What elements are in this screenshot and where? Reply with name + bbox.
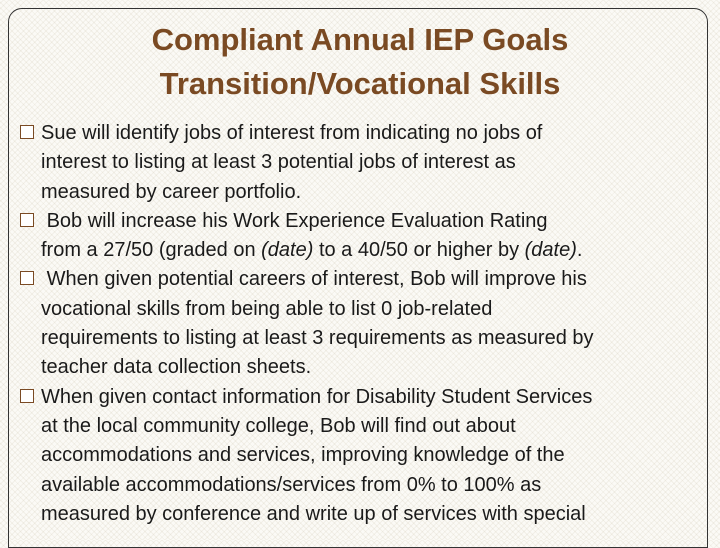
title-line-1: Compliant Annual IEP Goals [151,22,569,57]
checkbox-bullet-icon [20,271,34,285]
bullet-text-line: measured by conference and write up of services with special [41,502,586,525]
bullet-text-segment: from a 27/50 (graded on [41,239,262,262]
bullet-text-line: accommodations and services, improving knowledge of the [41,444,565,467]
bullet-text-segment: Bob will increase his Work Experience Evaluation Rating [46,209,548,232]
bullet-text-line: at the local community college, Bob will find out about [41,414,516,437]
bullet-item-disability-services [20,383,710,529]
slide-title [0,18,720,106]
bullet-item-sue [20,119,710,207]
bullet-text-line: teacher data collection sheets. [41,356,312,379]
bullet-text-segment: When given potential careers of interest, Bob will improve his [46,268,587,291]
checkbox-bullet-icon [20,389,34,403]
bullet-text-line: Sue will identify jobs of interest from indicating no jobs of [41,122,543,144]
bullet-text-line [41,207,710,236]
bullet-text-segment: . [576,239,583,262]
bullet-text-line [41,265,710,294]
bullet-text-line [41,236,710,265]
date-placeholder: (date) [261,239,314,262]
bullet-item-work-experience [20,207,710,266]
title-line-2: Transition/Vocational Skills [159,66,561,101]
checkbox-bullet-icon [20,125,34,139]
bullet-item-vocational [20,265,710,382]
date-placeholder: (date) [524,239,577,262]
bullet-text-line: interest to listing at least 3 potential jobs of interest as [41,151,516,174]
checkbox-bullet-icon [20,213,34,227]
bullet-text-line: When given contact information for Disability Student Services [41,385,593,408]
bullet-text-line: measured by career portfolio. [41,180,302,203]
bullet-text-line: vocational skills from being able to list 0 job-related [41,297,493,320]
bullet-text-segment: to a 40/50 or higher by [313,239,525,262]
bullet-text-line: requirements to listing at least 3 requirements as measured by [41,327,594,350]
bullet-text-line: available accommodations/services from 0% to 100% as [41,473,542,496]
bullet-list [20,119,710,529]
